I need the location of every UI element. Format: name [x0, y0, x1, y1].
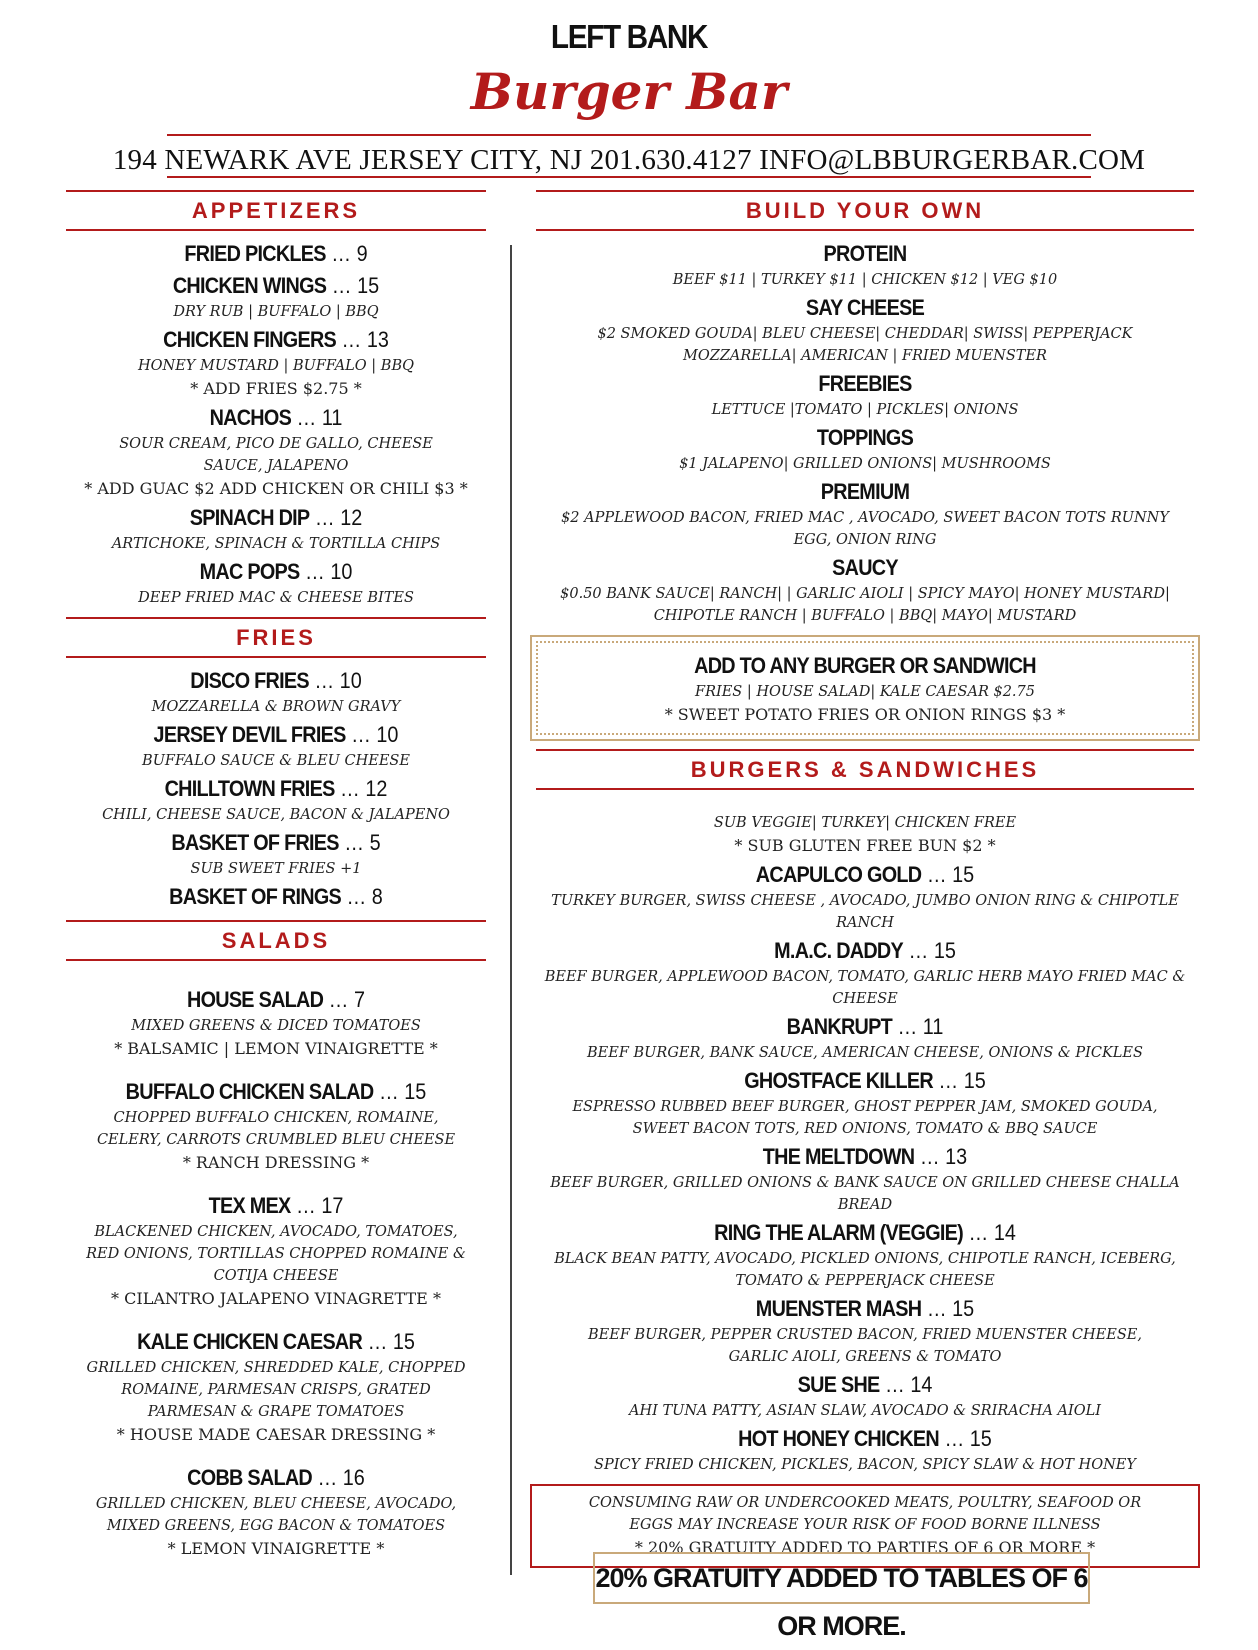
burgers-intro-desc: SUB VEGGIE| TURKEY| CHICKEN FREE — [713, 815, 1017, 831]
menu-item-name: HOT HONEY CHICKEN … 15 — [738, 1426, 992, 1451]
menu-item-note: * LEMON VINAIGRETTE * — [167, 1539, 385, 1558]
build-option-desc: BEEF $11 | TURKEY $11 | CHICKEN $12 | VEG $10 — [672, 272, 1058, 288]
menu-item-name: ACAPULCO GOLD … 15 — [755, 862, 975, 887]
menu-item-name: HOUSE SALAD … 7 — [186, 987, 366, 1012]
menu-item-name: NACHOS … 11 — [209, 405, 343, 430]
menu-item-desc: CHILI, CHEESE SAUCE, BACON & JALAPENO — [102, 807, 450, 823]
addon-note: * SWEET POTATO FRIES OR ONION RINGS $3 * — [664, 705, 1066, 724]
menu-item-name: JERSEY DEVIL FRIES … 10 — [153, 722, 399, 747]
build-option-desc: $0.50 BANK SAUCE| RANCH| | GARLIC AIOLI | SPICY MAYO| HONEY MUSTARD| CHIPOTLE RANCH | BUFFALO | BBQ| MAYO| MUSTARD — [560, 586, 1170, 624]
menu-item-note: * HOUSE MADE CAESAR DRESSING * — [116, 1425, 436, 1444]
addon-title: ADD TO ANY BURGER OR SANDWICH — [694, 653, 1036, 678]
warning-text: CONSUMING RAW OR UNDERCOOKED MEATS, POULTRY, SEAFOOD OR EGGS MAY INCREASE YOUR RISK OF FOOD BORNE ILLNESS — [588, 1495, 1142, 1533]
menu-item-name: SPINACH DIP … 12 — [189, 505, 363, 530]
menu-item-desc: DRY RUB | BUFFALO | BBQ — [173, 304, 379, 320]
addon-box — [530, 635, 1200, 741]
menu-item-name: TEX MEX … 17 — [208, 1193, 344, 1218]
menu-item-desc: GRILLED CHICKEN, BLEU CHEESE, AVOCADO, MIXED GREENS, EGG BACON & TOMATOES — [95, 1496, 457, 1534]
menu-item-note: * BALSAMIC | LEMON VINAIGRETTE * — [114, 1039, 438, 1058]
menu-item-name: MAC POPS … 10 — [199, 559, 353, 584]
build-option-name: PREMIUM — [820, 479, 910, 504]
menu-item-name: RING THE ALARM (VEGGIE) … 14 — [714, 1220, 1016, 1245]
gratuity-banner: 20% GRATUITY ADDED TO TABLES OF 6 OR MORE. — [593, 1552, 1090, 1604]
menu-item-name: COBB SALAD … 16 — [187, 1465, 365, 1490]
menu-item-name: FRIED PICKLES … 9 — [184, 241, 368, 266]
fries-heading: FRIES — [66, 617, 486, 658]
right-column — [536, 182, 1194, 1568]
menu-item-desc: ARTICHOKE, SPINACH & TORTILLA CHIPS — [111, 536, 441, 552]
addon-desc: FRIES | HOUSE SALAD| KALE CAESAR $2.75 — [695, 684, 1035, 700]
brand-script-logo: Burger Bar — [470, 62, 788, 121]
menu-item-name: DISCO FRIES … 10 — [190, 668, 362, 693]
build-option-desc: $1 JALAPENO| GRILLED ONIONS| MUSHROOMS — [679, 456, 1051, 472]
menu-item-name: GHOSTFACE KILLER … 15 — [744, 1068, 986, 1093]
menu-item-desc: SOUR CREAM, PICO DE GALLO, CHEESE SAUCE, JALAPENO — [119, 436, 433, 474]
build-option-name: SAUCY — [832, 555, 898, 580]
menu-item-name: THE MELTDOWN … 13 — [762, 1144, 968, 1169]
burgers-intro-note: * SUB GLUTEN FREE BUN $2 * — [734, 836, 996, 855]
menu-item-name: M.A.C. DADDY … 15 — [774, 938, 956, 963]
menu-item-name: MUENSTER MASH … 15 — [755, 1296, 975, 1321]
burgers-heading: BURGERS & SANDWICHES — [536, 749, 1194, 790]
menu-item-name: BUFFALO CHICKEN SALAD … 15 — [125, 1079, 427, 1104]
menu-item-desc: BUFFALO SAUCE & BLEU CHEESE — [142, 753, 410, 769]
menu-item-desc: BLACK BEAN PATTY, AVOCADO, PICKLED ONIONS, CHIPOTLE RANCH, ICEBERG, TOMATO & PEPPERJACK CHEESE — [554, 1251, 1176, 1289]
menu-item-desc: MIXED GREENS & DICED TOMATOES — [131, 1018, 421, 1034]
menu-item-desc: HONEY MUSTARD | BUFFALO | BBQ — [137, 358, 414, 374]
appetizers-heading: APPETIZERS — [66, 190, 486, 231]
address-rule-top — [167, 134, 1091, 136]
build-option-name: FREEBIES — [818, 371, 912, 396]
menu-item-desc: BEEF BURGER, GRILLED ONIONS & BANK SAUCE ON GRILLED CHEESE CHALLA BREAD — [550, 1175, 1180, 1213]
menu-item-name: CHICKEN WINGS … 15 — [172, 273, 380, 298]
build-option-name: SAY CHEESE — [805, 295, 925, 320]
address-rule-bottom — [167, 176, 1091, 178]
build-option-name: TOPPINGS — [816, 425, 914, 450]
left-column — [66, 182, 486, 1561]
menu-item-desc: GRILLED CHICKEN, SHREDDED KALE, CHOPPED ROMAINE, PARMESAN CRISPS, GRATED PARMESAN & GRAPE TOMATOES — [86, 1360, 466, 1420]
menu-item-desc: SUB SWEET FRIES +1 — [190, 861, 362, 877]
menu-item-desc: BEEF BURGER, APPLEWOOD BACON, TOMATO, GARLIC HERB MAYO FRIED MAC & CHEESE — [544, 969, 1186, 1007]
build-option-name: PROTEIN — [823, 241, 907, 266]
menu-item-name: KALE CHICKEN CAESAR … 15 — [137, 1329, 415, 1354]
brand-title: LEFT BANK — [550, 18, 708, 55]
warning-gratuity-note: * 20% GRATUITY ADDED TO PARTIES OF 6 OR MORE * — [634, 1538, 1096, 1557]
menu-item-name: CHILLTOWN FRIES … 12 — [164, 776, 388, 801]
menu-item-desc: DEEP FRIED MAC & CHEESE BITES — [138, 590, 414, 606]
menu-item-note: * CILANTRO JALAPENO VINAGRETTE * — [111, 1289, 441, 1308]
menu-item-note: * ADD FRIES $2.75 * — [190, 379, 362, 398]
menu-item-desc: CHOPPED BUFFALO CHICKEN, ROMAINE, CELERY, CARROTS CRUMBLED BLEU CHEESE — [96, 1110, 456, 1148]
salads-heading: SALADS — [66, 920, 486, 961]
menu-item-desc: SPICY FRIED CHICKEN, PICKLES, BACON, SPICY SLAW & HOT HONEY — [594, 1457, 1136, 1473]
build-option-desc: LETTUCE |TOMATO | PICKLES| ONIONS — [711, 402, 1019, 418]
column-divider — [510, 245, 512, 1575]
menu-item-desc: TURKEY BURGER, SWISS CHEESE , AVOCADO, JUMBO ONION RING & CHIPOTLE RANCH — [551, 893, 1179, 931]
menu-item-name: BANKRUPT … 11 — [786, 1014, 944, 1039]
menu-item-desc: MOZZARELLA & BROWN GRAVY — [151, 699, 401, 715]
menu-item-name: SUE SHE … 14 — [797, 1372, 933, 1397]
menu-item-note: * ADD GUAC $2 ADD CHICKEN OR CHILI $3 * — [84, 479, 468, 498]
build-option-desc: $2 SMOKED GOUDA| BLEU CHEESE| CHEDDAR| SWISS| PEPPERJACK MOZZARELLA| AMERICAN | FRIED MUENSTER — [597, 326, 1133, 364]
menu-item-desc: BEEF BURGER, PEPPER CRUSTED BACON, FRIED MUENSTER CHEESE, GARLIC AIOLI, GREENS & TOMATO — [588, 1327, 1142, 1365]
menu-item-name: BASKET OF FRIES … 5 — [171, 830, 381, 855]
menu-item-desc: ESPRESSO RUBBED BEEF BURGER, GHOST PEPPER JAM, SMOKED GOUDA, SWEET BACON TOTS, RED ONIONS, TOMATO & BBQ SAUCE — [572, 1099, 1158, 1137]
menu-item-desc: BEEF BURGER, BANK SAUCE, AMERICAN CHEESE, ONIONS & PICKLES — [587, 1045, 1143, 1061]
build-option-desc: $2 APPLEWOOD BACON, FRIED MAC , AVOCADO, SWEET BACON TOTS RUNNY EGG, ONION RING — [561, 510, 1169, 548]
menu-item-desc: BLACKENED CHICKEN, AVOCADO, TOMATOES, RED ONIONS, TORTILLAS CHOPPED ROMAINE & COTIJA CHEESE — [86, 1224, 466, 1284]
menu-item-name: CHICKEN FINGERS … 13 — [163, 327, 389, 352]
address-line: 194 NEWARK AVE JERSEY CITY, NJ 201.630.4127 INFO@LBBURGERBAR.COM — [112, 144, 1146, 176]
build-your-own-heading: BUILD YOUR OWN — [536, 190, 1194, 231]
menu-item-desc: AHI TUNA PATTY, ASIAN SLAW, AVOCADO & SRIRACHA AIOLI — [629, 1403, 1101, 1419]
menu-item-note: * RANCH DRESSING * — [182, 1153, 370, 1172]
menu-item-name: BASKET OF RINGS … 8 — [169, 884, 383, 909]
